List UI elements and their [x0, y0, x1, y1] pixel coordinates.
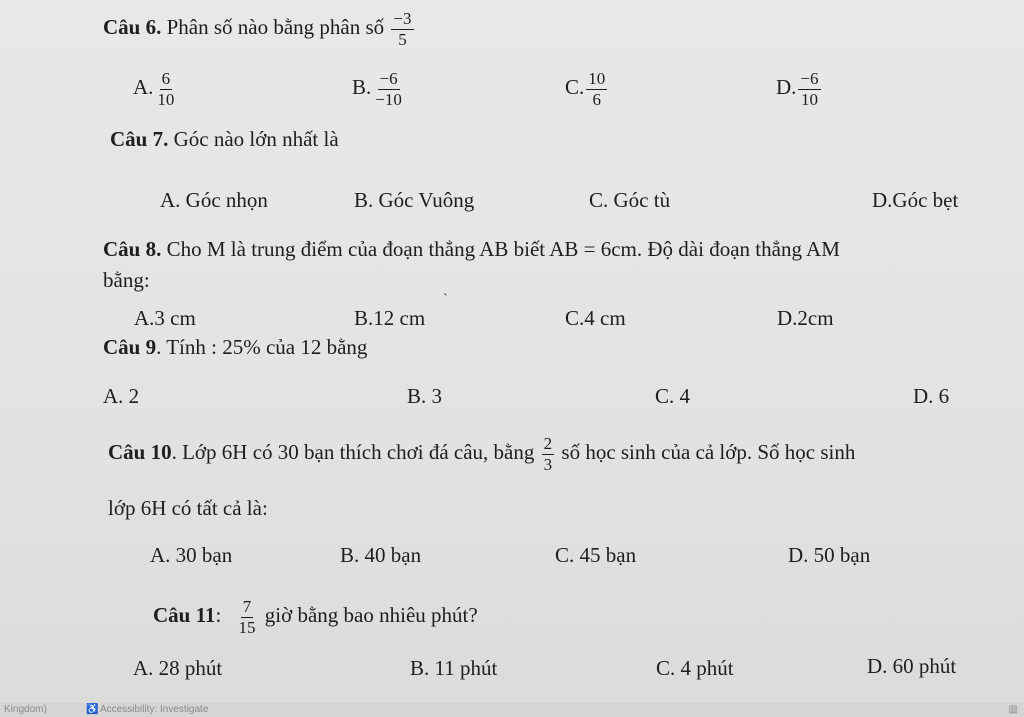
q6-option-a-frac	[155, 70, 176, 109]
q7-option-b[interactable]: B. Góc Vuông	[354, 188, 475, 212]
q8-text-line2: bằng:	[103, 268, 150, 292]
q6-frac-num: −3	[393, 9, 412, 28]
q9-text: . Tính : 25% của 12 bằng	[156, 335, 368, 359]
q6-option-a-den: 10	[157, 89, 175, 109]
q11-frac-num: 7	[242, 597, 252, 616]
q6-label: Câu 6.	[103, 15, 162, 40]
q6-option-a-num: 6	[161, 69, 171, 88]
q8-label: Câu 8.	[103, 237, 162, 261]
q9-option-b[interactable]: B. 3	[407, 384, 443, 408]
q9-stem	[103, 335, 367, 360]
q6-option-b[interactable]	[352, 70, 406, 109]
q6-stem	[103, 10, 416, 49]
q9-option-c[interactable]: C. 4	[655, 384, 691, 408]
q8-option-b[interactable]: B.12 cm	[354, 306, 426, 330]
q11-label: Câu 11	[153, 603, 216, 628]
q10-option-c[interactable]: C. 45 bạn	[555, 543, 637, 567]
q7-stem	[110, 127, 339, 152]
q10-text-line2: lớp 6H có tất cả là:	[108, 496, 268, 520]
stray-mark: ˋ	[443, 292, 448, 307]
q7-option-c[interactable]: C. Góc tù	[589, 188, 671, 212]
q6-fraction	[391, 10, 413, 49]
q6-option-c-den: 6	[592, 89, 602, 109]
q6-option-c-num: 10	[588, 69, 606, 88]
q6-option-b-den: −10	[375, 89, 402, 109]
accessibility-status[interactable]: Accessibility: Investigate	[100, 704, 209, 715]
q6-option-a[interactable]	[133, 70, 178, 109]
q10-fraction	[542, 435, 555, 474]
q11-option-a[interactable]: A. 28 phút	[133, 656, 223, 680]
q6-option-c-letter: C.	[565, 75, 585, 100]
q10-text-after: số học sinh của cả lớp. Số học sinh	[561, 440, 856, 465]
q10-option-b[interactable]: B. 40 bạn	[340, 543, 422, 567]
q10-frac-den: 3	[543, 454, 553, 474]
q6-option-a-letter: A.	[133, 75, 154, 100]
q6-option-d-frac	[798, 70, 820, 109]
q10-option-d[interactable]: D. 50 bạn	[788, 543, 871, 567]
q6-option-b-letter: B.	[352, 75, 372, 100]
q6-option-d-den: 10	[800, 89, 818, 109]
q6-option-c-frac	[586, 70, 607, 109]
layout-icon[interactable]: ▥	[1008, 704, 1018, 715]
q8-option-c[interactable]: C.4 cm	[565, 306, 626, 330]
q8-option-d[interactable]: D.2cm	[777, 306, 834, 330]
q7-label: Câu 7.	[110, 127, 169, 151]
q10-text-before: . Lớp 6H có 30 bạn thích chơi đá câu, bằng	[171, 440, 535, 465]
status-left-text: Kingdom)	[4, 704, 47, 715]
q11-frac-den: 15	[238, 617, 256, 637]
q6-option-d-num: −6	[800, 69, 819, 88]
q11-colon: :	[215, 603, 222, 628]
q11-option-c[interactable]: C. 4 phút	[656, 656, 734, 680]
bottom-status-bar	[0, 703, 1024, 717]
q6-text: Phân số nào bằng phân số	[166, 15, 385, 40]
q11-option-d[interactable]: D. 60 phút	[867, 654, 957, 678]
q6-option-b-frac	[373, 70, 404, 109]
q10-frac-num: 2	[543, 434, 553, 453]
q8-text-line1: Cho M là trung điểm của đoạn thẳng AB biết AB = 6cm. Độ dài đoạn thẳng AM	[166, 237, 840, 261]
q9-option-d[interactable]: D. 6	[913, 384, 950, 408]
accessibility-icon[interactable]: ♿	[86, 704, 99, 715]
q10-stem	[108, 435, 855, 474]
q7-text: Góc nào lớn nhất là	[173, 127, 339, 151]
q6-option-d[interactable]	[776, 70, 823, 109]
q11-fraction	[237, 598, 258, 637]
q6-option-c[interactable]	[565, 70, 609, 109]
q9-label: Câu 9	[103, 335, 157, 359]
q10-option-a[interactable]: A. 30 bạn	[150, 543, 233, 567]
q6-option-d-letter: D.	[776, 75, 797, 100]
q10-label: Câu 10	[108, 440, 172, 465]
q8-option-a[interactable]: A.3 cm	[134, 306, 196, 330]
q8-stem	[103, 237, 840, 262]
q6-option-b-num: −6	[379, 69, 398, 88]
q6-frac-den: 5	[398, 29, 407, 49]
q7-option-a[interactable]: A. Góc nhọn	[160, 188, 268, 212]
q11-text: giờ bằng bao nhiêu phút?	[264, 603, 478, 628]
q11-option-b[interactable]: B. 11 phút	[410, 656, 498, 680]
q11-stem	[153, 598, 478, 637]
q7-option-d[interactable]: D.Góc bẹt	[872, 188, 959, 212]
q9-option-a[interactable]: A. 2	[103, 384, 140, 408]
